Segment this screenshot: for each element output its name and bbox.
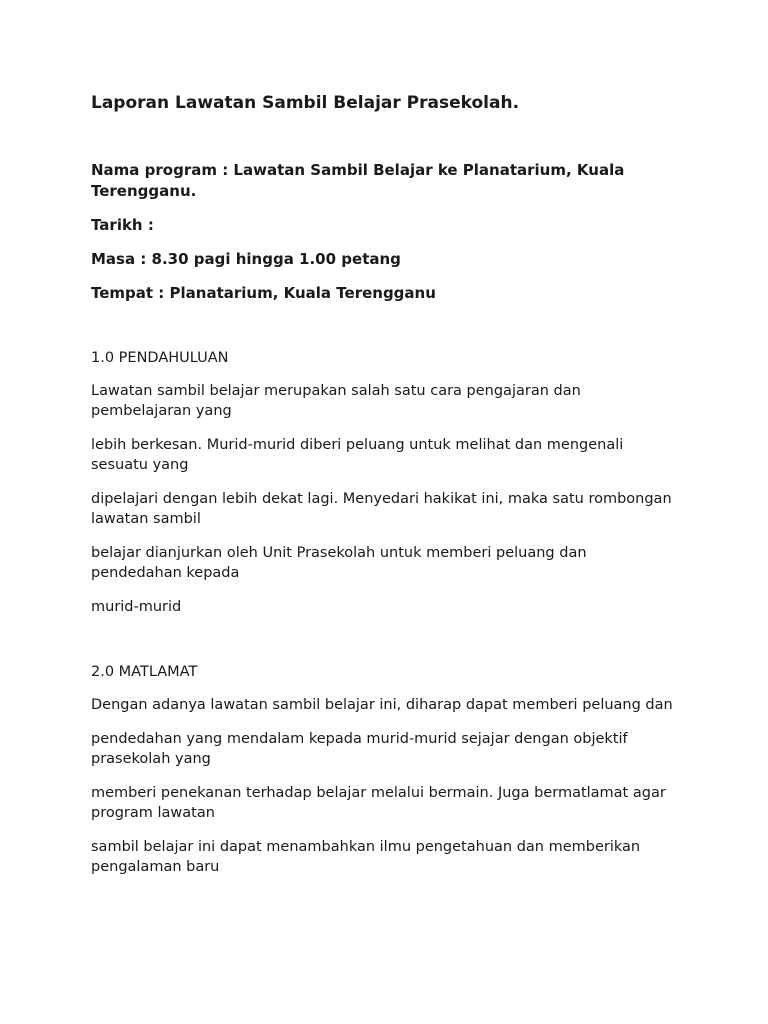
meta-time: Masa : 8.30 pagi hingga 1.00 petang <box>91 250 401 268</box>
document-title: Laporan Lawatan Sambil Belajar Prasekolah. <box>91 93 520 113</box>
meta-place: Tempat : Planatarium, Kuala Terengganu <box>91 284 436 302</box>
paragraph: dipelajari dengan lebih dekat lagi. Menyedari hakikat ini, maka satu rombongan lawatan sambil <box>91 491 672 527</box>
document-body <box>91 91 681 891</box>
paragraph: Dengan adanya lawatan sambil belajar ini, diharap dapat memberi peluang dan <box>91 697 673 713</box>
section-objective <box>91 662 681 877</box>
meta-date: Tarikh : <box>91 216 154 234</box>
section-heading: 2.0 MATLAMAT <box>91 664 198 680</box>
section-heading: 1.0 PENDAHULUAN <box>91 350 229 366</box>
paragraph: pendedahan yang mendalam kepada murid-murid sejajar dengan objektif prasekolah yang <box>91 731 628 767</box>
paragraph: lebih berkesan. Murid-murid diberi peluang untuk melihat dan mengenali sesuatu yang <box>91 437 624 473</box>
paragraph: Lawatan sambil belajar merupakan salah satu cara pengajaran dan pembelajaran yang <box>91 383 581 419</box>
section-introduction <box>91 348 681 617</box>
meta-program-name: Nama program : Lawatan Sambil Belajar ke Planatarium, Kuala Terengganu. <box>91 161 625 200</box>
paragraph: sambil belajar ini dapat menambahkan ilmu pengetahuan dan memberikan pengalaman baru <box>91 839 641 875</box>
paragraph: murid-murid <box>91 599 182 615</box>
paragraph: belajar dianjurkan oleh Unit Prasekolah untuk memberi peluang dan pendedahan kepada <box>91 545 587 581</box>
paragraph: memberi penekanan terhadap belajar melalui bermain. Juga bermatlamat agar program lawatan <box>91 785 666 821</box>
